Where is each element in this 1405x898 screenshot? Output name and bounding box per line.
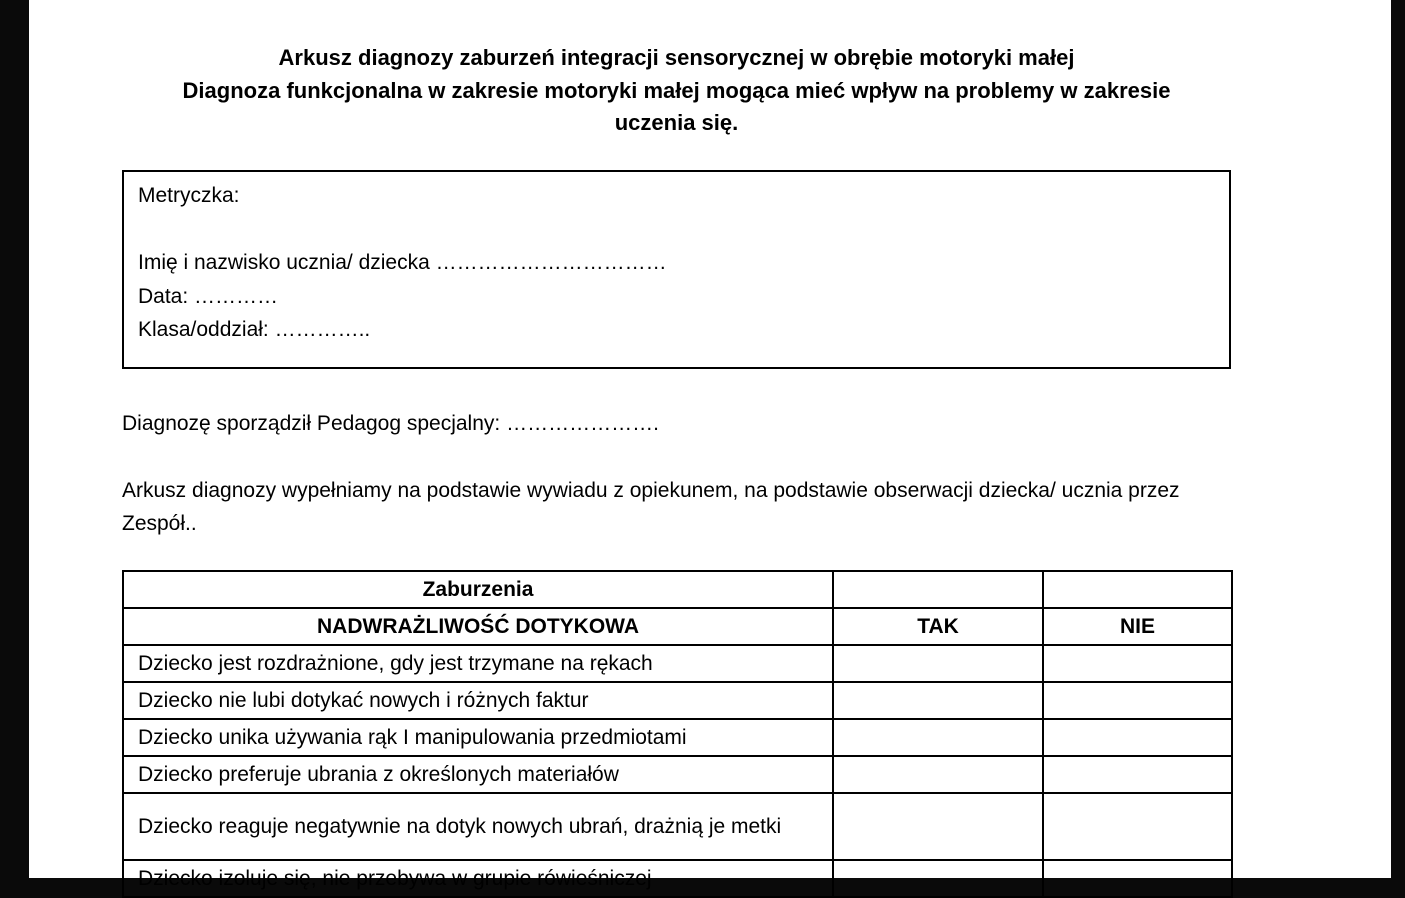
col-header-tak: TAK: [833, 608, 1043, 645]
answer-cell-tak: [833, 793, 1043, 860]
metryczka-class-line: Klasa/oddział: …………..: [138, 318, 371, 341]
metryczka-date-line: Data: …………: [138, 284, 279, 308]
answer-cell-tak: [833, 719, 1043, 756]
table-group-header-row: [123, 571, 1232, 608]
row-label: Dziecko reaguje negatywnie na dotyk nowych ubrań, drażnią je metki: [123, 793, 833, 860]
answer-cell-tak: [833, 682, 1043, 719]
blank-line: [138, 213, 1215, 247]
col-header-nie: NIE: [1043, 608, 1232, 645]
table-row: [123, 682, 1232, 719]
table-row: [123, 860, 1232, 897]
row-label: Dziecko jest rozdrażnione, gdy jest trzymane na rękach: [123, 645, 833, 682]
answer-cell-nie: [1043, 860, 1232, 897]
empty-header-cell-tak: [833, 571, 1043, 608]
metryczka-box: [122, 170, 1231, 369]
answer-cell-nie: [1043, 682, 1232, 719]
instructions-paragraph: Arkusz diagnozy wypełniamy na podstawie wywiadu z opiekunem, na podstawie obserwacji dziecka/ ucznia przez Zespół..: [122, 479, 1180, 535]
doc-title: [122, 42, 1231, 140]
table-section-header-row: [123, 608, 1232, 645]
diagnosis-table: [122, 570, 1233, 898]
answer-cell-nie: [1043, 645, 1232, 682]
row-label: Dziecko nie lubi dotykać nowych i różnych faktur: [123, 682, 833, 719]
answer-cell-tak: [833, 645, 1043, 682]
table-row: [123, 719, 1232, 756]
doc-title-line-3: uczenia się.: [614, 110, 739, 135]
answer-cell-nie: [1043, 793, 1232, 860]
section-header: NADWRAŻLIWOŚĆ DOTYKOWA: [123, 608, 833, 645]
answer-cell-tak: [833, 860, 1043, 897]
table-row: [123, 756, 1232, 793]
metryczka-name-line: Imię i nazwisko ucznia/ dziecka ……………………………: [138, 251, 667, 274]
table-group-header: Zaburzenia: [123, 571, 833, 608]
answer-cell-nie: [1043, 719, 1232, 756]
table-row: [123, 645, 1232, 682]
table-row: [123, 793, 1232, 860]
empty-header-cell-nie: [1043, 571, 1232, 608]
doc-title-line-2: Diagnoza funkcjonalna w zakresie motoryki małej mogąca mieć wpływ na problemy w zakresie: [182, 77, 1171, 103]
doc-title-line-1: Arkusz diagnozy zaburzeń integracji sensorycznej w obrębie motoryki małej: [278, 45, 1075, 70]
metryczka-heading: Metryczka:: [138, 184, 240, 207]
row-label: Dziecko izoluje się, nie przebywa w grupie rówieśniczej: [123, 860, 833, 897]
prepared-by-line: Diagnozę sporządził Pedagog specjalny: ………………….: [122, 412, 659, 435]
row-label: Dziecko preferuje ubrania z określonych materiałów: [123, 756, 833, 793]
row-label: Dziecko unika używania rąk I manipulowania przedmiotami: [123, 719, 833, 756]
answer-cell-nie: [1043, 756, 1232, 793]
answer-cell-tak: [833, 756, 1043, 793]
document-page: [29, 0, 1391, 890]
